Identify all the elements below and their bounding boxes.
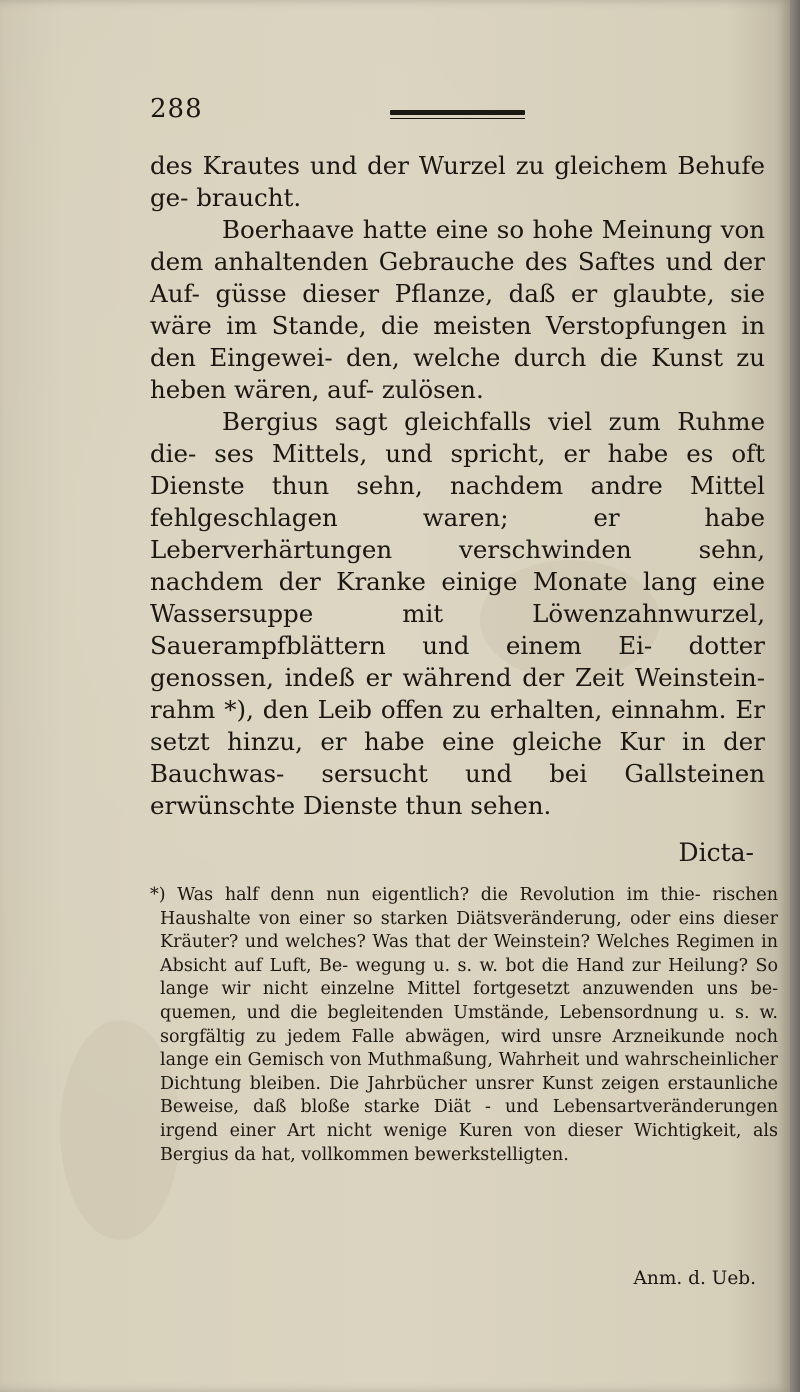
main-text <box>150 150 765 822</box>
header-rule <box>390 110 525 115</box>
footnote: *) Was half denn nun eigentlich? die Revolution im thie- rischen Haushalte von einer so starken Diätsveränderung, oder eins dieser Kräuter? und welches? Was that der Weinstein? Welches Regimen in Absicht auf Luft, Be- wegung u. s. w. bot die Hand zur Heilung? So lange wir nicht einzelne Mittel fortgesetzt anzuwenden uns be- quemen, und die begleitenden Umstände, Lebensordnung u. s. w. sorgfältig zu jedem Falle abwägen, wird unsre Arzneikunde noch lange ein Gemisch von Muthmaßung, Wahrheit und wahrscheinlicher Dichtung bleiben. Die Jahrbücher unsrer Kunst zeigen erstaunliche Beweise, daß bloße starke Diät - und Lebensartveränderungen irgend einer Art nicht wenige Kuren von dieser Wichtigkeit, als Bergius da hat, vollkommen bewerkstelligten. <box>150 885 778 1165</box>
paragraph-3: Bergius sagt gleichfalls viel zum Ruhme die- ses Mittels, und spricht, er habe es oft Dienste thun sehn, nachdem andre Mittel fehlgeschlagen waren; er habe Leberverhärtungen verschwinden sehn, nachdem der Kranke einige Monate lang eine Wassersuppe mit Löwenzahnwurzel, Sauerampfblättern und einem Ei- dotter genossen, indeß er während der Zeit Weinstein- rahm *), den Leib offen zu erhalten, einnahm. Er setzt hinzu, er habe eine gleiche Kur in der Bauchwas- sersucht und bei Gallsteinen erwünschte Dienste thun sehen. <box>150 407 765 820</box>
paragraph-1: des Krautes und der Wurzel zu gleichem Behufe ge- braucht. <box>150 151 765 212</box>
page-number: 288 <box>150 94 203 124</box>
page-edge <box>790 0 800 1392</box>
catchword: Dicta- <box>678 838 754 867</box>
paragraph-2: Boerhaave hatte eine so hohe Meinung von dem anhaltenden Gebrauche des Saftes und der Auf- güsse dieser Pflanze, daß er glaubte, sie wäre im Stande, die meisten Verstopfungen in den Eingewei- den, welche durch die Kunst zu heben wären, auf- zulösen. <box>150 215 765 404</box>
footnote-signature: Anm. d. Ueb. <box>633 1268 756 1289</box>
page-header <box>150 92 770 126</box>
